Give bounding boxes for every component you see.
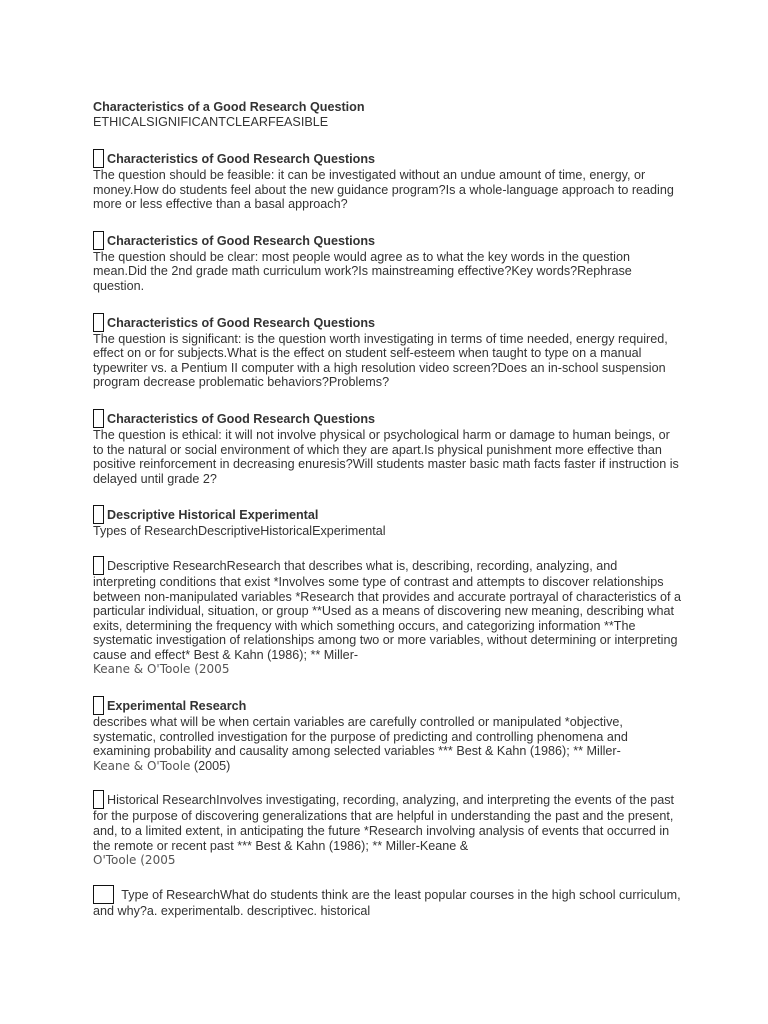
slide-heading-row (93, 694, 683, 715)
slide-heading: Characteristics of Good Research Questions (107, 411, 376, 426)
slide-body (93, 556, 683, 677)
document-subtitle: ETHICALSIGNIFICANTCLEARFEASIBLE (93, 115, 329, 129)
slide-block-clear (93, 229, 683, 294)
slide-body-text: Historical ResearchInvolves investigating, recording, analyzing, and interpreting the events of the past for the purpose of discovering generalizations that are helpful in understanding the past and the present, and, to a limited extent, in anticipating the future *Research involving analysis of events that occurred in the remote or recent past *** Best & Kahn (1986); ** Miller-Keane & (93, 793, 675, 853)
slide-reference: O'Toole (2005 (93, 853, 176, 868)
slide-body (93, 790, 683, 867)
slide-heading: Experimental Research (107, 699, 247, 714)
slide-block-historical (93, 790, 683, 867)
slide-reference-tail: (2005) (190, 758, 231, 773)
slide-body: Types of ResearchDescriptiveHistoricalExperimental (93, 524, 386, 539)
slide-thumbnail-box (93, 885, 114, 904)
slide-thumbnail-box (93, 505, 104, 524)
slide-body (93, 715, 683, 773)
slide-reference: Keane & O'Toole (2005 (93, 662, 230, 677)
slide-reference: Keane & O'Toole (93, 758, 191, 773)
slide-heading-row (93, 147, 683, 168)
slide-block-types (93, 503, 683, 539)
slide-heading-row (93, 229, 683, 250)
document-title: Characteristics of a Good Research Question (93, 100, 365, 114)
slide-block-descriptive (93, 556, 683, 677)
slide-thumbnail-box (93, 409, 104, 428)
slide-body: The question is significant: is the question worth investigating in terms of time needed, energy required, effect on or for subjects.What is the effect on student self-esteem when taught to type on a manual typewriter vs. a Pentium II computer with a high resolution video screen?Does an in-school suspension program decrease problematic behaviors?Problems? (93, 331, 668, 390)
slide-body: The question should be clear: most people would agree as to what the key words in the question mean.Did the 2nd grade math curriculum work?Is mainstreaming effective?Key words?Rephrase question. (93, 249, 632, 293)
slide-heading-row (93, 407, 683, 428)
slide-heading-row (93, 311, 683, 332)
slide-heading: Characteristics of Good Research Questions (107, 233, 376, 248)
slide-heading: Characteristics of Good Research Questions (107, 315, 376, 330)
slide-body: The question should be feasible: it can be investigated without an undue amount of time, energy, or money.How do students feel about the new guidance program?Is a whole-language approach to reading more or less effective than a basal approach? (93, 168, 674, 212)
document-page (93, 100, 683, 935)
slide-thumbnail-box (93, 231, 104, 250)
slide-heading: Characteristics of Good Research Questions (107, 152, 376, 166)
slide-thumbnail-box (93, 556, 104, 575)
slide-block-ethical (93, 407, 683, 486)
slide-body (93, 885, 683, 919)
slide-body-text: describes what will be when certain variables are carefully controlled or manipulated *objective, systematic, controlled investigation for the purpose of predicting and controlling phenomena and examining probability and causality among selected variables *** Best & Kahn (1986); ** Miller- (93, 715, 628, 759)
slide-block-experimental (93, 694, 683, 773)
slide-thumbnail-box (93, 790, 104, 809)
slide-heading-row (93, 503, 683, 524)
slide-block-feasible (93, 147, 683, 212)
slide-thumbnail-box (93, 313, 104, 332)
slide-body: The question is ethical: it will not involve physical or psychological harm or damage to human beings, or to the natural or social environment of which they are apart.Is physical punishment more effective than positive reinforcement in decreasing enuresis?Will students master basic math facts faster if instruction is delayed until grade 2? (93, 427, 679, 486)
slide-heading: Descriptive Historical Experimental (107, 508, 319, 523)
slide-block-significant (93, 311, 683, 390)
slide-thumbnail-box (93, 696, 104, 715)
slide-block-quiz (93, 885, 683, 919)
slide-body-text: Descriptive ResearchResearch that describes what is, describing, recording, analyzing, and interpreting conditions that exist *Involves some type of contrast and attempts to discover relationships between non-manipulated variables *Research that provides and accurate portrayal of characteristics of a particular individual, situation, or group **Used as a means of discovering new meaning, describing what exits, determining the frequency with which something occurs, and categorizing information **The systematic investigation of relationships among two or more variables, without determining or interpreting cause and effect* Best & Kahn (1986); ** Miller- (93, 558, 682, 662)
slide-thumbnail-box (93, 149, 104, 168)
slide-body-text: Type of ResearchWhat do students think are the least popular courses in the high school curriculum, and why?a. experimentalb. descriptivec. historical (93, 887, 681, 918)
